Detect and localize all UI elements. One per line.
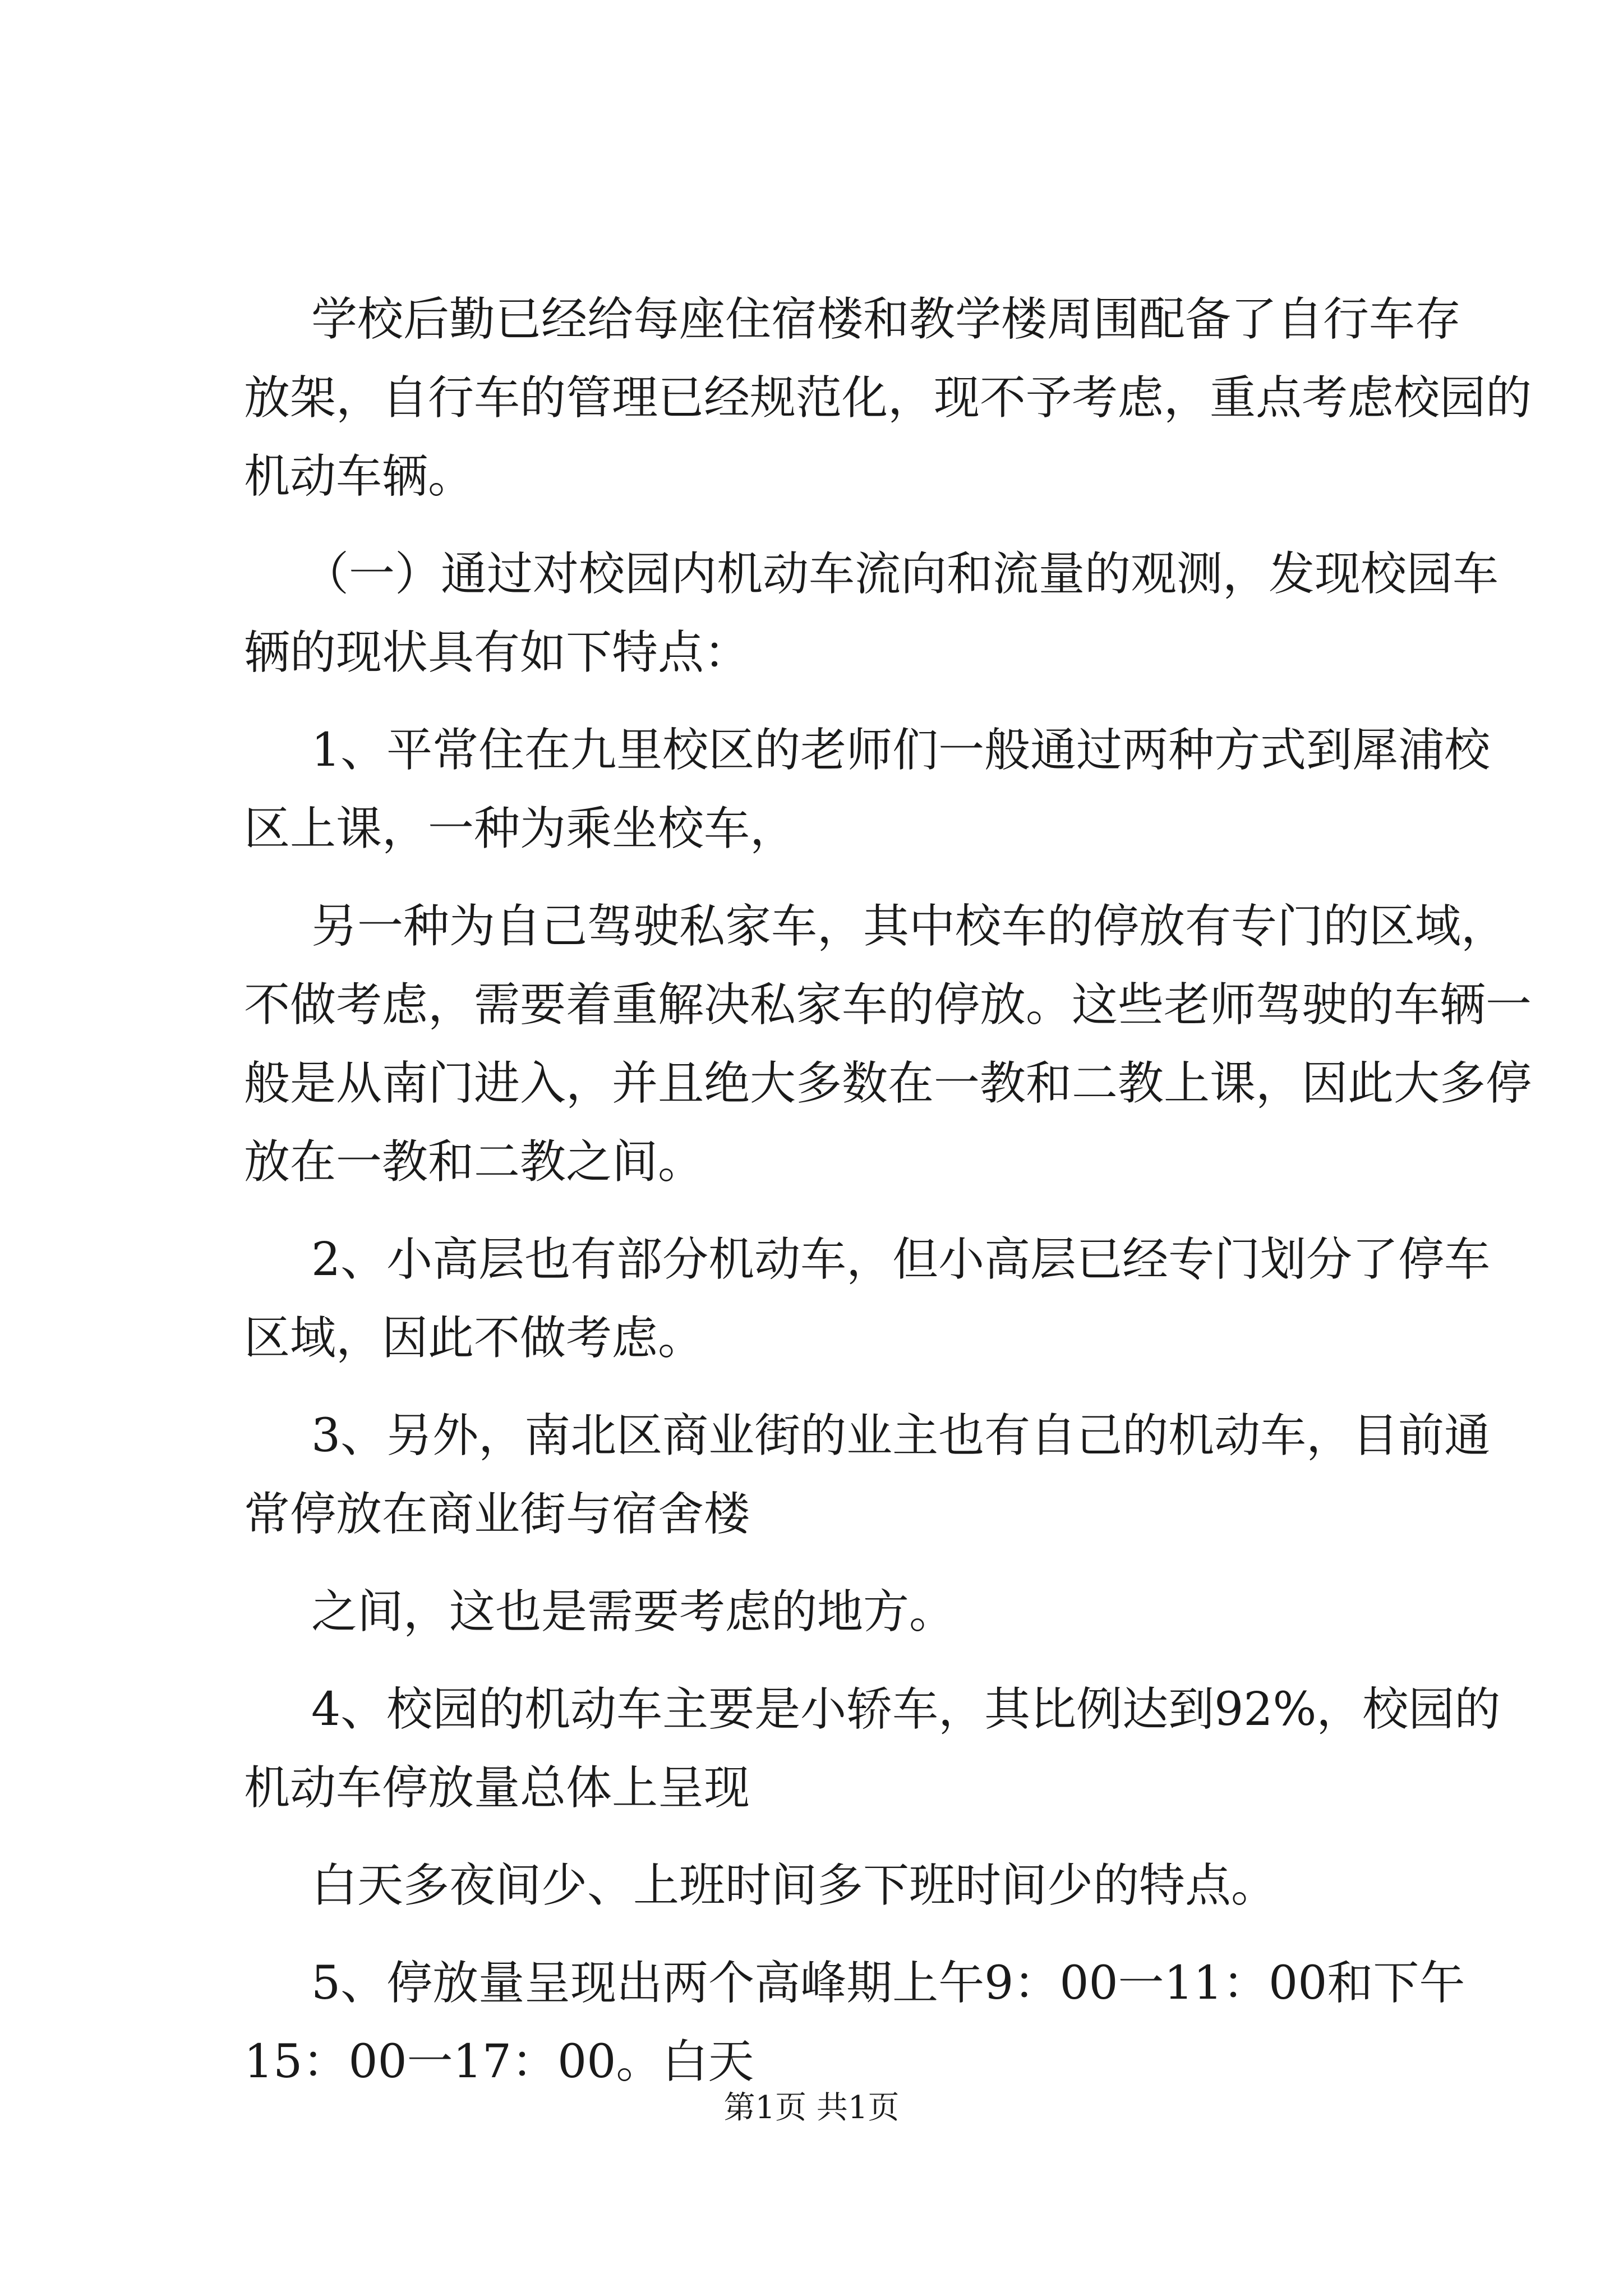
document-body [244,280,1532,2101]
paragraph-line: 另一种为自己驾驶私家车，其中校车的停放有专门的区域， [311,900,1507,953]
paragraph-10 [244,1944,1465,2101]
paragraph-line: 之间，这也是需要考虑的地方。 [311,1585,956,1639]
paragraph-line: 常停放在商业街与宿舍楼 [244,1488,750,1541]
paragraph-line: 白天多夜间少、上班时间多下班时间少的特点。 [311,1859,1278,1912]
paragraph-line: 不做考虑，需要着重解决私家车的停放。这些老师驾驶的车辆一 [244,978,1532,1032]
paragraph-line: 区上课，一种为乘坐校车， [244,802,796,855]
paragraph-6 [244,1397,1491,1554]
paragraph-line: 学校后勤已经给每座住宿楼和教学楼周围配备了自行车存 [311,293,1461,346]
paragraph-1 [244,280,1532,516]
paragraph-2 [244,535,1499,692]
paragraph-line: 放在一教和二教之间。 [244,1135,704,1189]
paragraph-line: 般是从南门进入，并且绝大多数在一教和二教上课，因此大多停 [244,1057,1532,1110]
page-footer: 第1页 共1页 [723,2090,900,2126]
paragraph-line: 区域，因此不做考虑。 [244,1312,704,1365]
paragraph-line: 2、小高层也有部分机动车，但小高层已经专门划分了停车 [311,1233,1491,1286]
paragraph-line: 1、平常住在九里校区的老师们一般通过两种方式到犀浦校 [311,724,1491,777]
paragraph-line: 放架，自行车的管理已经规范化，现不予考虑，重点考虑校园的 [244,371,1532,425]
paragraph-9 [244,1847,1416,1925]
paragraph-8 [244,1671,1501,1828]
paragraph-line: 3、另外，南北区商业街的业主也有自己的机动车，目前通 [311,1409,1491,1462]
paragraph-4 [244,887,1532,1202]
paragraph-line: 15：00一17：00。白天 [244,2035,754,2088]
paragraph-line: 5、停放量呈现出两个高峰期上午9：00一11：00和下午 [311,1957,1465,2010]
paragraph-line: （一）通过对校园内机动车流向和流量的观测，发现校园车 [303,547,1499,601]
paragraph-line: 机动车停放量总体上呈现 [244,1761,750,1815]
paragraph-line: 4、校园的机动车主要是小轿车，其比例达到92%，校园的 [311,1683,1501,1736]
paragraph-line: 辆的现状具有如下特点： [244,626,750,679]
paragraph-line: 机动车辆。 [244,450,474,503]
paragraph-7 [244,1573,1416,1651]
paragraph-5 [244,1221,1491,1378]
paragraph-3 [244,711,1491,868]
